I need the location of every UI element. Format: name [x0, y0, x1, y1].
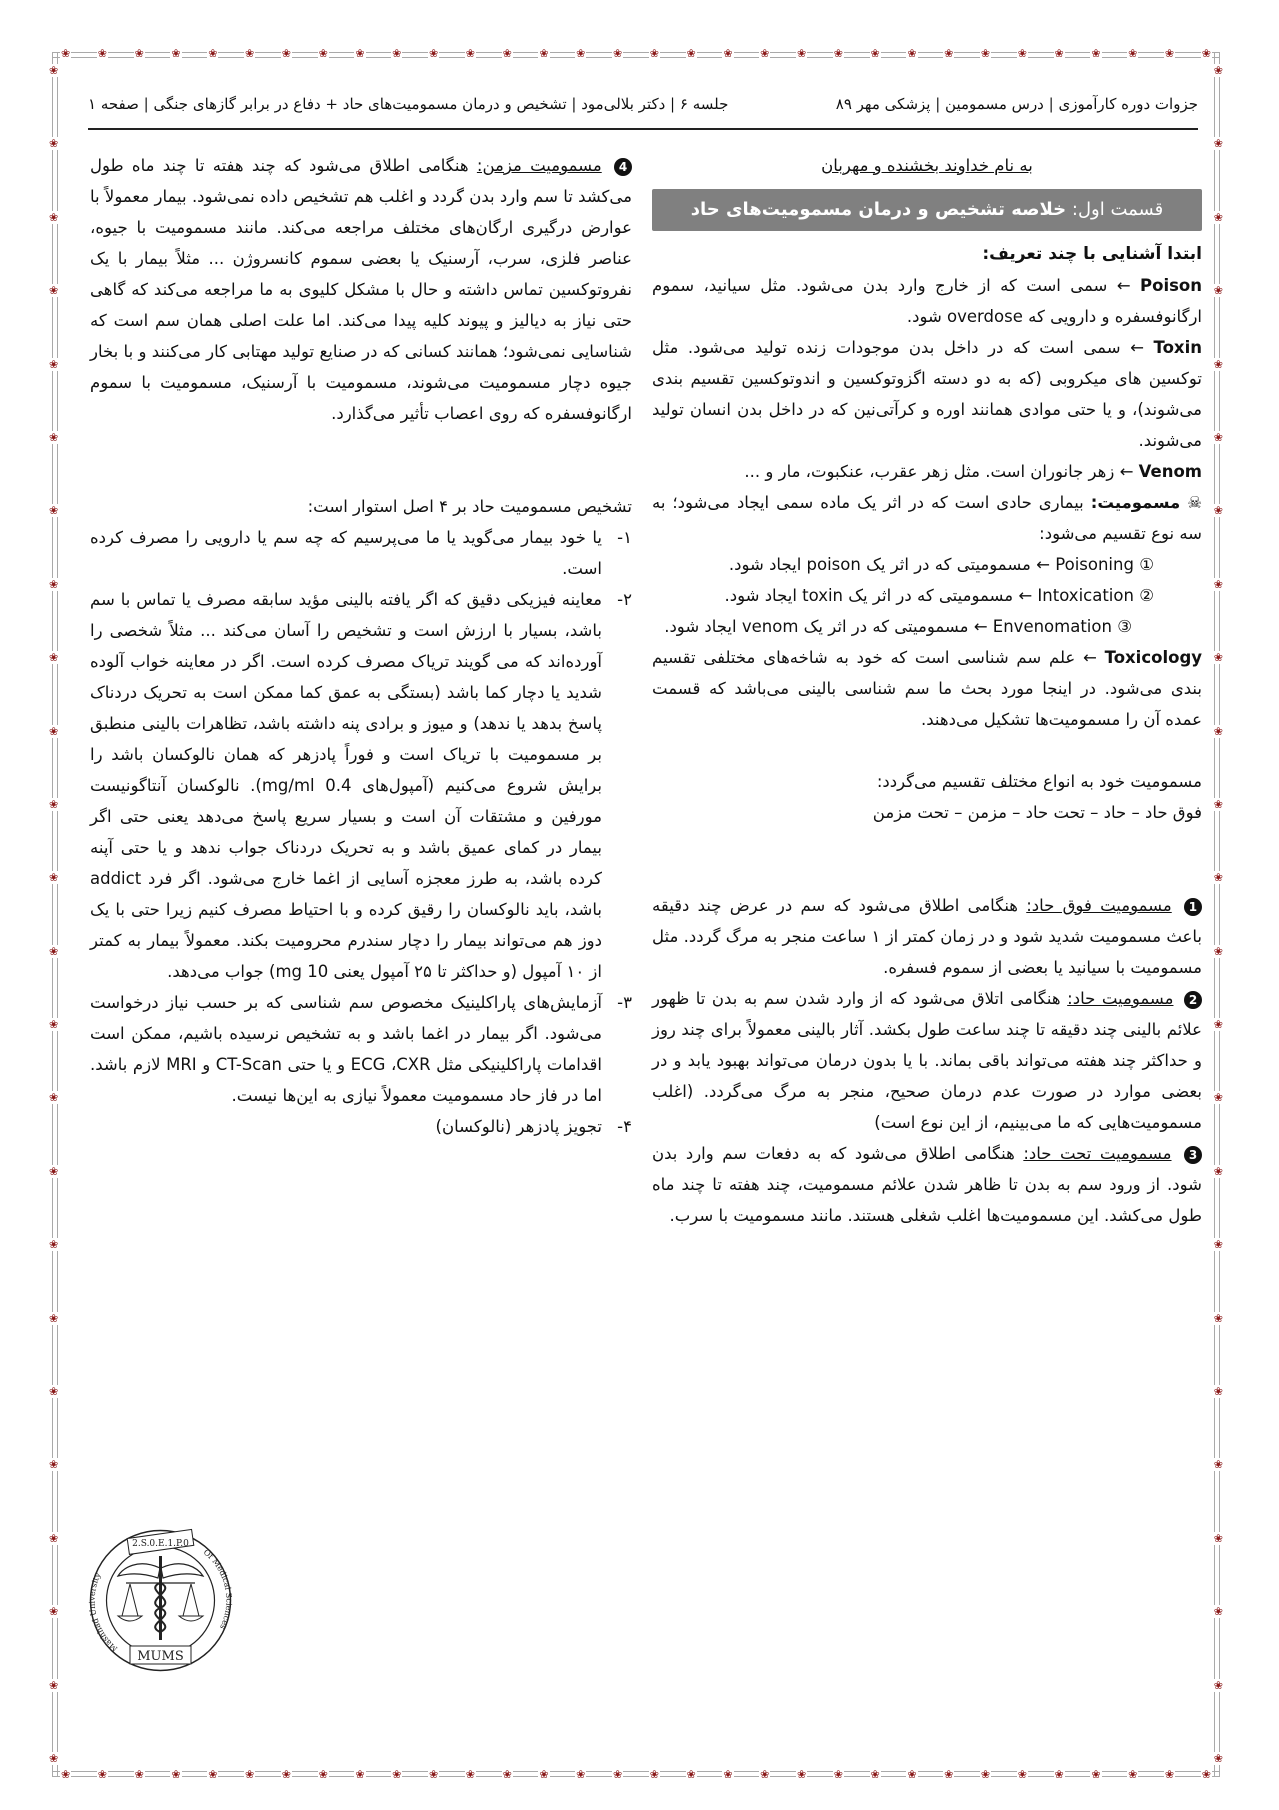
flower-ornament-icon: ❀: [649, 47, 659, 60]
category-acute: [652, 983, 1202, 1138]
flower-ornament-icon: ❀: [576, 47, 586, 60]
flower-ornament-icon: ❀: [49, 871, 59, 885]
flower-ornament-icon: ❀: [49, 1458, 59, 1472]
number-badge-icon: 3: [1184, 1146, 1202, 1164]
type-term: Envenomation: [992, 617, 1112, 636]
type-text: مسمومیتی که در اثر یک toxin ایجاد شود.: [724, 586, 1014, 605]
type-term: Poisoning: [1055, 555, 1134, 574]
flower-ornament-icon: ❀: [208, 1768, 218, 1781]
type-text: مسمومیتی که در اثر یک venom ایجاد شود.: [664, 617, 969, 636]
flower-ornament-icon: ❀: [281, 1768, 291, 1781]
classification-list: فوق حاد – حاد – تحت حاد – مزمن – تحت مزمن: [872, 803, 1202, 822]
flower-ornament-icon: ❀: [980, 47, 991, 60]
flower-ornament-icon: ❀: [49, 724, 59, 738]
flower-ornament-icon: ❀: [1213, 577, 1223, 591]
flower-ornament-icon: ❀: [318, 1768, 328, 1781]
poisoning-type-2: [652, 580, 1202, 611]
flower-ornament-icon: ❀: [49, 1751, 59, 1765]
flower-ornament-icon: ❀: [1201, 1768, 1211, 1781]
category-text: هنگامی اطلاق می‌شود که چند هفته تا چند ماه طول می‌کشد تا سم وارد بدن گردد و اغلب هم تشخیص داده نمی‌شود. بیمار معمولاً با عوارض درگیری ارگان‌های مختلف مراجعه می‌کند. مانند مسمومیت با جیوه، عناصر فلزی، سرب، آرسنیک یا بعضی سموم کانسروژن ... مثلاً بیمار با یک نفروتوکسین تماس داشته و حال با مشکل کلیوی به ما مراجعه می‌کند که گاهی حتی نیاز به دیالیز و پیوند کلیه پیدا می‌کند. اما علت اصلی همان سم است که شناسایی نمی‌شود؛ همانند کسانی که در صنایع تولید مهتابی کار می‌کنند و با بخار جیوه دچار مسمومیت می‌شوند، مسمومیت با آرسنیک، مسمومیت با سموم ارگانوفسفره که روی اعصاب تأثیر می‌گذارد.: [90, 156, 632, 423]
category-superacute: [652, 890, 1202, 983]
arrow-icon: ←: [973, 617, 988, 636]
flower-ornament-icon: ❀: [870, 47, 880, 60]
flower-ornament-icon: ❀: [49, 357, 59, 371]
flower-ornament-icon: ❀: [1054, 47, 1064, 60]
flower-ornament-icon: ❀: [723, 47, 733, 60]
flower-ornament-icon: ❀: [97, 1768, 108, 1781]
flower-ornament-icon: ❀: [355, 1768, 365, 1781]
flower-ornament-icon: ❀: [1164, 47, 1175, 60]
flower-ornament-icon: ❀: [760, 1768, 770, 1781]
flower-ornament-icon: ❀: [1091, 47, 1101, 60]
flower-ornament-icon: ❀: [1128, 1768, 1138, 1781]
step-text: یا خود بیمار می‌گوید یا ما می‌پرسیم که چه سم یا دارویی را مصرف کرده است.: [90, 528, 602, 578]
flower-ornament-icon: ❀: [760, 47, 770, 60]
flower-ornament-icon: ❀: [244, 1768, 255, 1781]
flower-ornament-icon: ❀: [833, 47, 843, 60]
flower-ornament-icon: ❀: [686, 47, 696, 60]
flower-ornament-icon: ❀: [1213, 504, 1223, 518]
definition-term: Toxin: [1153, 338, 1202, 357]
flower-ornament-icon: ❀: [49, 504, 59, 518]
category-title: مسمومیت تحت حاد:: [1023, 1144, 1172, 1163]
flower-ornament-icon: ❀: [907, 1768, 917, 1781]
number-badge-icon: 4: [614, 158, 632, 176]
flower-ornament-icon: ❀: [870, 1768, 880, 1781]
flower-ornament-icon: ❀: [502, 47, 512, 60]
wing-right-icon: [161, 1564, 203, 1578]
category-title: مسمومیت مزمن:: [476, 156, 602, 175]
flower-ornament-icon: ❀: [1054, 1768, 1064, 1781]
definition-toxicology: [652, 642, 1202, 735]
arrow-icon: ←: [1036, 555, 1050, 574]
flower-ornament-icon: ❀: [49, 64, 59, 77]
flower-ornament-icon: ❀: [1213, 1458, 1223, 1472]
logo-bottom-text: MUMS: [137, 1649, 184, 1664]
flower-ornament-icon: ❀: [1213, 1311, 1223, 1325]
flower-ornament-icon: ❀: [49, 284, 59, 298]
flower-ornament-icon: ❀: [576, 1768, 586, 1781]
flower-ornament-icon: ❀: [1201, 47, 1211, 60]
step-number: ۲-: [617, 590, 632, 609]
flower-ornament-icon: ❀: [723, 1768, 733, 1781]
poisoning-definition: [652, 487, 1202, 549]
diagnosis-step: [90, 522, 632, 584]
diagnosis-intro: تشخیص مسمومیت حاد بر ۴ اصل استوار است:: [307, 497, 632, 516]
flower-ornament-icon: ❀: [1213, 430, 1223, 444]
diagnosis-step: [90, 584, 632, 987]
flower-ornament-icon: ❀: [49, 210, 59, 224]
flower-ornament-icon: ❀: [49, 577, 59, 591]
definition-text: زهر جانوران است. مثل زهر عقرب، عنکبوت، مار و ...: [744, 462, 1115, 481]
flower-ornament-icon: ❀: [465, 47, 475, 60]
flower-ornament-icon: ❀: [392, 1768, 402, 1781]
category-text: هنگامی اطلاق می‌شود که سم در عرض چند دقیقه باعث مسمومیت شدید شود و در زمان کمتر از ۱ ساعت منجر به مرگ گردد. مثل مسمومیت با سیانید یا بعضی از سموم فسفره.: [652, 896, 1202, 977]
flower-ornament-icon: ❀: [1213, 210, 1223, 224]
flower-ornament-icon: ❀: [796, 47, 807, 60]
section-title: خلاصه تشخیص و درمان مسمومیت‌های حاد: [690, 199, 1067, 220]
flower-ornament-icon: ❀: [355, 47, 365, 60]
scale-pan-left-icon: [118, 1584, 142, 1621]
flower-ornament-icon: ❀: [465, 1768, 475, 1781]
logo-right-text-path: Of Medical Sciences: [201, 1547, 233, 1631]
flower-ornament-icon: ❀: [539, 1768, 549, 1781]
step-text: معاینه فیزیکی دقیق که اگر یافته بالینی مؤید سابقه مصرف یا تماس با سم باشد، بسیار با ارزش است و تشخیص را آسان می‌کند ... مثلاً شخصی را آورده‌اند که می گویند تریاک مصرف کرده است. اگر در معاینه خواب آلوده شدید یا دچار کما باشد (بستگی به عمق کما ممکن است به تحریک دردناک پاسخ بدهد یا ندهد) و میوز و برادی پنه داشته باشد، تظاهرات بالینی منطبق بر مسمومیت با تریاک است و فوراً پادزهر که همان نالوکسان باشد را برایش شروع می‌کنیم (آمپول‌های 0.4 mg/ml). نالوکسان آنتاگونیست مورفین و مشتقات آن است و بسیار سریع پاسخ می‌دهد یعنی حتی اگر بیمار در کمای عمیق باشد و به تحریک دردناک جواب ندهد و یا حتی آپنه کرده باشد، به طرز معجزه آسایی از اغما خارج می‌شود. اگر فرد addict باشد، باید نالوکسان را رقیق کرده و با احتیاط مصرف کنیم زیرا حتی با یک دوز هم می‌تواند بیمار را دچار سندرم محرومیت بکند. معمولاً بیمار به کمتر از ۱۰ آمپول (و حداکثر تا ۲۵ آمپول یعنی 10 mg) جواب می‌دهد.: [90, 590, 602, 981]
definition-poison: [652, 270, 1202, 332]
flower-ornament-icon: ❀: [1213, 1678, 1223, 1692]
flower-ornament-icon: ❀: [1213, 1605, 1223, 1619]
circled-number-icon: ③: [1117, 617, 1132, 636]
flower-ornament-icon: ❀: [1213, 1385, 1223, 1399]
spacer: [90, 460, 632, 491]
border-ornaments-left: [48, 64, 59, 1765]
flower-ornament-icon: ❀: [1213, 1091, 1223, 1105]
flower-ornament-icon: ❀: [134, 1768, 144, 1781]
section-prefix: قسمت اول:: [1071, 199, 1164, 220]
flower-ornament-icon: ❀: [49, 1164, 59, 1178]
section-banner: [652, 189, 1202, 231]
flower-ornament-icon: ❀: [1213, 1751, 1223, 1765]
flower-ornament-icon: ❀: [539, 47, 549, 60]
poisoning-type-3: [652, 611, 1202, 642]
flower-ornament-icon: ❀: [428, 47, 439, 60]
number-badge-icon: 2: [1184, 991, 1202, 1009]
flower-ornament-icon: ❀: [1017, 1768, 1027, 1781]
flower-ornament-icon: ❀: [49, 1311, 59, 1325]
header-divider: [88, 128, 1198, 130]
definition-text: سمی است که در داخل بدن موجودات زنده تولید می‌شود. مثل توکسین های میکروبی (که به دو دسته اگزوتوکسین و اندوتوکسین تقسیم بندی می‌شوند)، و یا حتی موادی همانند اوره و کرآتی‌نین که در داخل بدن انسان تولید می‌شوند.: [652, 338, 1202, 450]
flower-ornament-icon: ❀: [392, 47, 402, 60]
flower-ornament-icon: ❀: [61, 47, 71, 60]
flower-ornament-icon: ❀: [1213, 1018, 1223, 1032]
logo-right-text: [202, 1548, 233, 1631]
definition-term: Venom: [1138, 462, 1202, 481]
poisoning-text: بیماری حادی است که در اثر یک ماده سمی ایجاد می‌شود؛ به سه نوع تقسیم می‌شود:: [652, 493, 1202, 543]
flower-ornament-icon: ❀: [49, 797, 59, 811]
flower-ornament-icon: ❀: [1213, 944, 1223, 958]
flower-ornament-icon: ❀: [833, 1768, 843, 1781]
flower-ornament-icon: ❀: [1213, 137, 1223, 151]
definition-text: سمی است که از خارج وارد بدن می‌شود. مثل سیانید، سموم ارگانوفسفره و دارویی که overdose شود.: [652, 276, 1202, 326]
flower-ornament-icon: ❀: [796, 1768, 807, 1781]
flower-ornament-icon: ❀: [612, 47, 623, 60]
flower-ornament-icon: ❀: [1213, 871, 1223, 885]
flower-ornament-icon: ❀: [649, 1768, 659, 1781]
flower-ornament-icon: ❀: [1213, 357, 1223, 371]
classification-intro: مسمومیت خود به انواع مختلف تقسیم می‌گردد:: [876, 772, 1202, 791]
flower-ornament-icon: ❀: [61, 1768, 71, 1781]
flower-ornament-icon: ❀: [502, 1768, 512, 1781]
flower-ornament-icon: ❀: [686, 1768, 696, 1781]
category-subacute: [652, 1138, 1202, 1231]
circled-number-icon: ②: [1139, 586, 1154, 605]
bismillah: به نام خداوند بخشنده و مهربان: [821, 156, 1033, 175]
flower-ornament-icon: ❀: [49, 944, 59, 958]
flower-ornament-icon: ❀: [1213, 651, 1223, 665]
arrow-icon: ←: [1116, 276, 1131, 295]
poisoning-type-1: [652, 549, 1202, 580]
flower-ornament-icon: ❀: [428, 1768, 439, 1781]
mums-logo: [88, 1528, 233, 1673]
spacer: [90, 429, 632, 460]
flower-ornament-icon: ❀: [49, 137, 59, 151]
definition-term: Poison: [1140, 276, 1203, 295]
border-ornaments-right: [1213, 64, 1224, 1765]
type-term: Intoxication: [1037, 586, 1134, 605]
step-number: ۳-: [617, 993, 632, 1012]
flower-ornament-icon: ❀: [1213, 797, 1223, 811]
flower-ornament-icon: ❀: [1213, 724, 1223, 738]
flower-ornament-icon: ❀: [171, 47, 181, 60]
border-ornaments-top: [60, 49, 1212, 59]
definition-term: Toxicology: [1104, 648, 1203, 667]
flower-ornament-icon: ❀: [1213, 284, 1223, 298]
arrow-icon: ←: [1130, 338, 1144, 357]
flower-ornament-icon: ❀: [49, 1385, 59, 1399]
flower-ornament-icon: ❀: [244, 47, 255, 60]
step-text: آزمایش‌های پاراکلینیک مخصوص سم شناسی که بر حسب نیاز درخواست می‌شود. اگر بیمار در اغما باشد و به تشخیص نرسیده باشیم، ممکن است اقدامات پاراکلینیکی مثل ECG ،CXR و یا حتی CT-Scan و MRI لازم باشد. اما در فاز حاد مسمومیت معمولاً نیازی به این‌ها نیست.: [90, 993, 602, 1105]
logo-left-text: [88, 1571, 119, 1654]
step-number: ۴-: [617, 1117, 632, 1136]
number-badge-icon: 1: [1184, 898, 1202, 916]
flower-ornament-icon: ❀: [907, 47, 917, 60]
skull-crossbones-icon: ☠: [1187, 493, 1203, 512]
flower-ornament-icon: ❀: [612, 1768, 623, 1781]
diagnosis-steps: [90, 522, 632, 1142]
page-header: [88, 90, 1198, 118]
flower-ornament-icon: ❀: [281, 47, 291, 60]
flower-ornament-icon: ❀: [1213, 1531, 1223, 1545]
diagnosis-step: [90, 1111, 632, 1142]
arrow-icon: ←: [1119, 462, 1134, 481]
spacer: [652, 859, 1202, 890]
flower-ornament-icon: ❀: [944, 1768, 954, 1781]
category-text: هنگامی اطلاق می‌شود که به دفعات سم وارد بدن شود. از ورود سم به بدن تا ظاهر شدن علائم مسمومیت، چند هفته تا چند ماه طول می‌کشد. این مسمومیت‌ها اغلب شغلی هستند. مانند مسمومیت با سرب.: [652, 1144, 1202, 1225]
flower-ornament-icon: ❀: [1213, 64, 1223, 77]
flower-ornament-icon: ❀: [49, 1678, 59, 1692]
category-chronic: [90, 150, 632, 429]
flower-ornament-icon: ❀: [97, 47, 108, 60]
spacer: [652, 828, 1202, 859]
left-column: [90, 150, 632, 1142]
flower-ornament-icon: ❀: [318, 47, 328, 60]
flower-ornament-icon: ❀: [208, 47, 218, 60]
flower-ornament-icon: ❀: [1128, 47, 1138, 60]
category-text: هنگامی اتلاق می‌شود که از وارد شدن سم به بدن تا ظهور علائم بالینی چند دقیقه تا چند ساعت طول بکشد. آثار بالینی معمولاً برای چند روز و حداکثر چند هفته می‌تواند باقی بماند. با یا بدون درمان می‌تواند بهبود یابد و در بعضی موارد در صورت عدم درمان صحیح، منجر به مرگ می‌گردد. (اغلب مسمومیت‌هایی که ما می‌بینیم، از این نوع است): [652, 989, 1202, 1132]
flower-ornament-icon: ❀: [49, 1531, 59, 1545]
logo-left-text-path: Mashhad University: [88, 1571, 120, 1654]
poisoning-label: مسمومیت:: [1090, 493, 1181, 512]
flower-ornament-icon: ❀: [1213, 1164, 1223, 1178]
diagnosis-step: [90, 987, 632, 1111]
wing-left-icon: [118, 1564, 160, 1578]
arrow-icon: ←: [1018, 586, 1033, 605]
flower-ornament-icon: ❀: [134, 47, 144, 60]
flower-ornament-icon: ❀: [980, 1768, 991, 1781]
step-text: تجویز پادزهر (نالوکسان): [435, 1117, 602, 1136]
flower-ornament-icon: ❀: [49, 430, 59, 444]
flower-ornament-icon: ❀: [944, 47, 954, 60]
flower-ornament-icon: ❀: [1091, 1768, 1101, 1781]
flower-ornament-icon: ❀: [49, 1238, 59, 1252]
type-text: مسمومیتی که در اثر یک poison ایجاد شود.: [728, 555, 1031, 574]
header-session-info: جلسه ۶ | دکتر بلالی‌مود | تشخیص و درمان مسمومیت‌های حاد + دفاع در برابر گازهای جنگی | صفحه ۱: [88, 95, 729, 113]
flower-ornament-icon: ❀: [49, 1605, 59, 1619]
flower-ornament-icon: ❀: [49, 1018, 59, 1032]
flower-ornament-icon: ❀: [1017, 47, 1027, 60]
flower-ornament-icon: ❀: [49, 651, 59, 665]
logo-top-text: 2.S.0.E.1.P.0: [132, 1539, 189, 1549]
flower-ornament-icon: ❀: [49, 1091, 59, 1105]
category-title: مسمومیت فوق حاد:: [1026, 896, 1172, 915]
flower-ornament-icon: ❀: [1164, 1768, 1175, 1781]
scale-pan-right-icon: [179, 1584, 203, 1621]
definition-text: علم سم شناسی است که خود به شاخه‌های مختلفی تقسیم بندی می‌شود. در اینجا مورد بحث ما سم شناسی بالینی می‌باشد که قسمت عمده آن را مسمومیت‌ها تشکیل می‌دهند.: [652, 648, 1202, 729]
flower-ornament-icon: ❀: [171, 1768, 181, 1781]
category-title: مسمومیت حاد:: [1067, 989, 1174, 1008]
circled-number-icon: ①: [1139, 555, 1154, 574]
intro-heading: ابتدا آشنایی با چند تعریف:: [982, 244, 1202, 264]
definition-venom: [652, 456, 1202, 487]
border-ornaments-bottom: [60, 1770, 1212, 1780]
step-number: ۱-: [617, 528, 632, 547]
header-course-info: جزوات دوره کارآموزی | درس مسمومین | پزشکی مهر ۸۹: [835, 95, 1198, 113]
definition-toxin: [652, 332, 1202, 456]
flower-ornament-icon: ❀: [1213, 1238, 1223, 1252]
right-column: [652, 150, 1202, 1231]
spacer: [652, 735, 1202, 766]
arrow-icon: ←: [1083, 648, 1097, 667]
